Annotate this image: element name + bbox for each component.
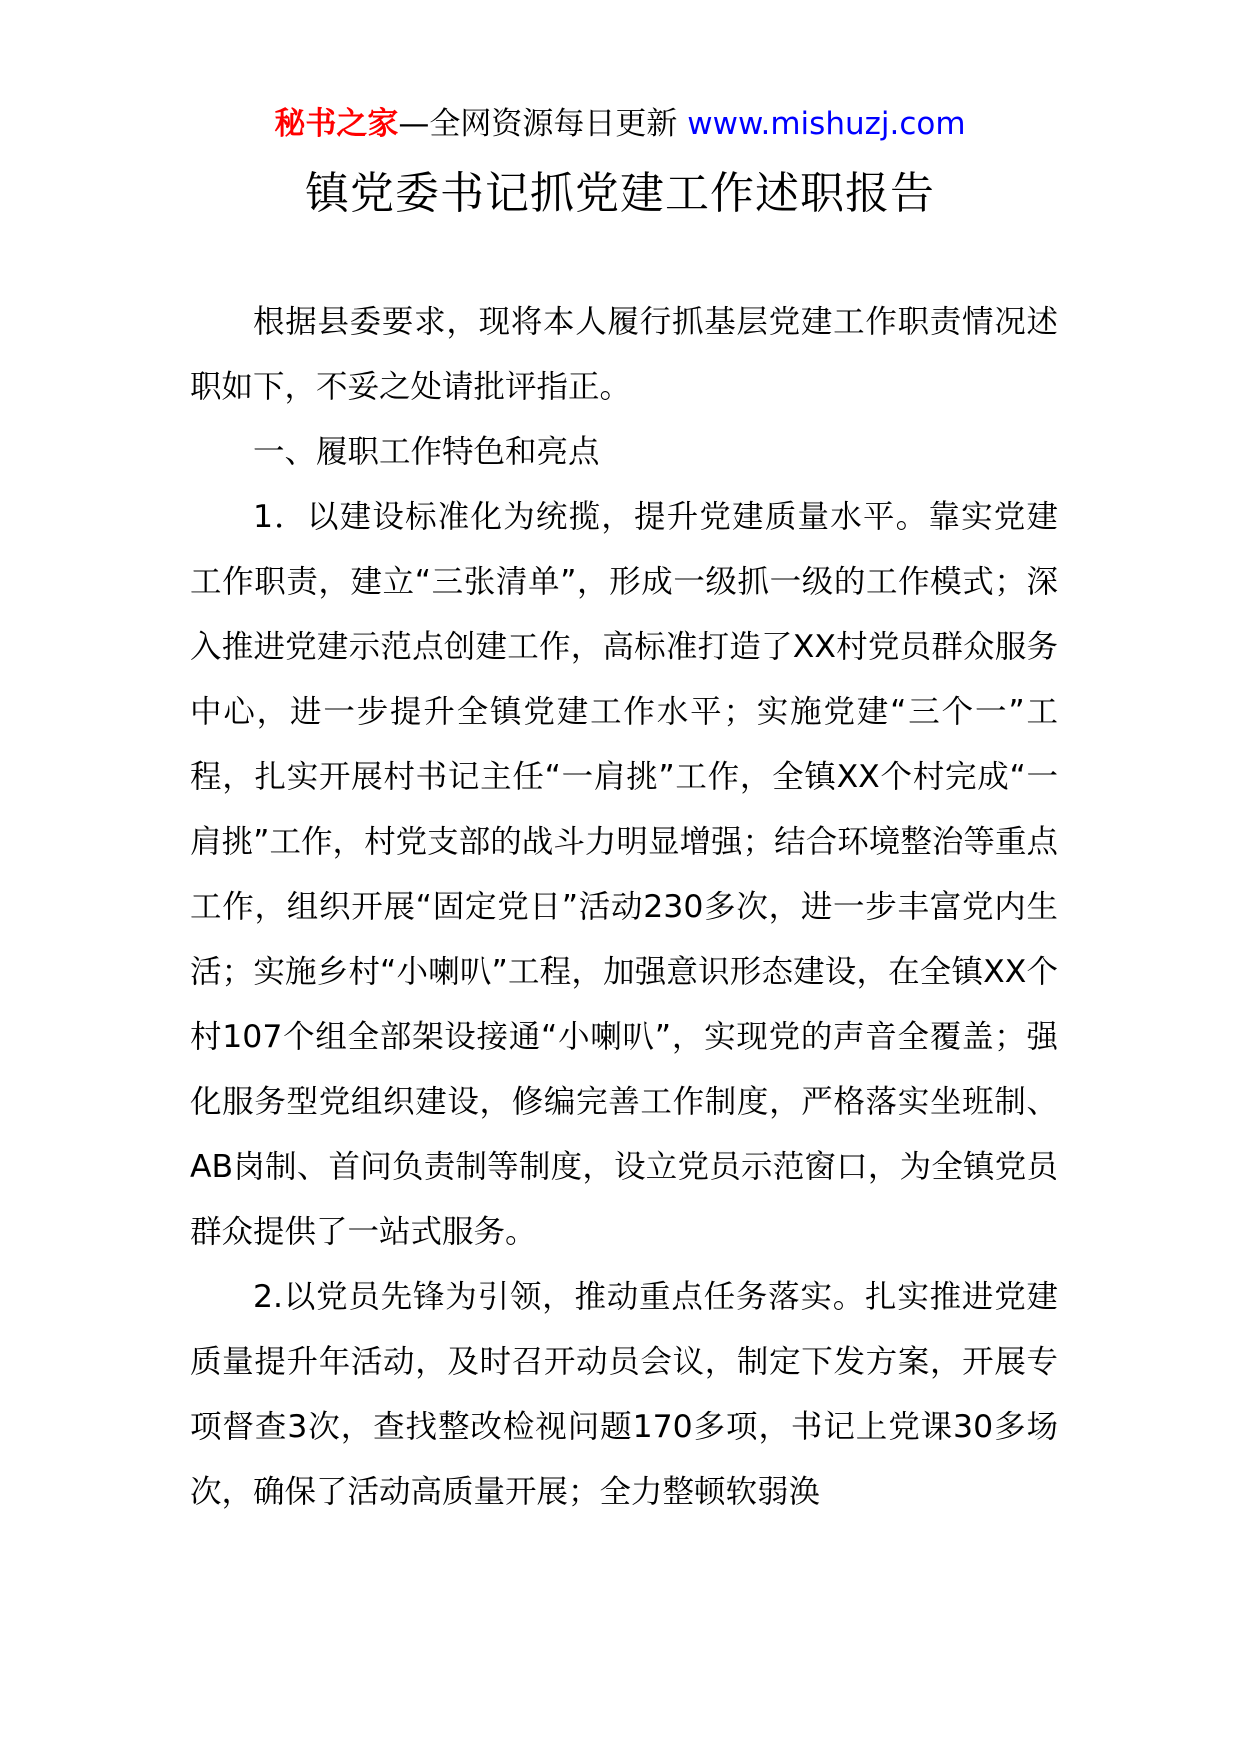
banner-slogan: —全网资源每日更新: [398, 106, 688, 142]
paragraph-intro: 根据县委要求，现将本人履行抓基层党建工作职责情况述职如下，不妥之处请批评指正。: [190, 304, 1058, 405]
document-title: 镇党委书记抓党建工作述职报告: [305, 168, 935, 219]
paragraph-item-1: 1．以建设标准化为统揽，提升党建质量水平。靠实党建工作职责，建立“三张清单”，形成一级抓一级的工作模式；深入推进党建示范点创建工作，高标准打造了XX村党员群众服务中心，进一步提升全镇党建工作水平；实施党建“三个一”工程，扎实开展村书记主任“一肩挑”工作，全镇XX个村完成“一肩挑”工作，村党支部的战斗力明显增强；结合环境整治等重点工作，组织开展“固定党日”活动230多次，进一步丰富党内生活；实施乡村“小喇叭”工程，加强意识形态建设，在全镇XX个村107个组全部架设接通“小喇叭”，实现党的声音全覆盖；强化服务型党组织建设，修编完善工作制度，严格落实坐班制、AB岗制、首问负责制等制度，设立党员示范窗口，为全镇党员群众提供了一站式服务。: [190, 499, 1058, 1250]
brand-name: 秘书之家: [274, 106, 399, 142]
site-banner: [0, 100, 1240, 148]
section-heading-1: 一、履职工作特色和亮点: [253, 434, 600, 470]
document-body: [190, 290, 1058, 1525]
paragraph-item-2: 2.以党员先锋为引领，推动重点任务落实。扎实推进党建质量提升年活动，及时召开动员会议，制定下发方案，开展专项督查3次，查找整改检视问题170多项，书记上党课30多场次，确保了活动高质量开展；全力整顿软弱涣: [190, 1279, 1058, 1510]
banner-url-link[interactable]: www.mishuzj.com: [687, 106, 966, 142]
